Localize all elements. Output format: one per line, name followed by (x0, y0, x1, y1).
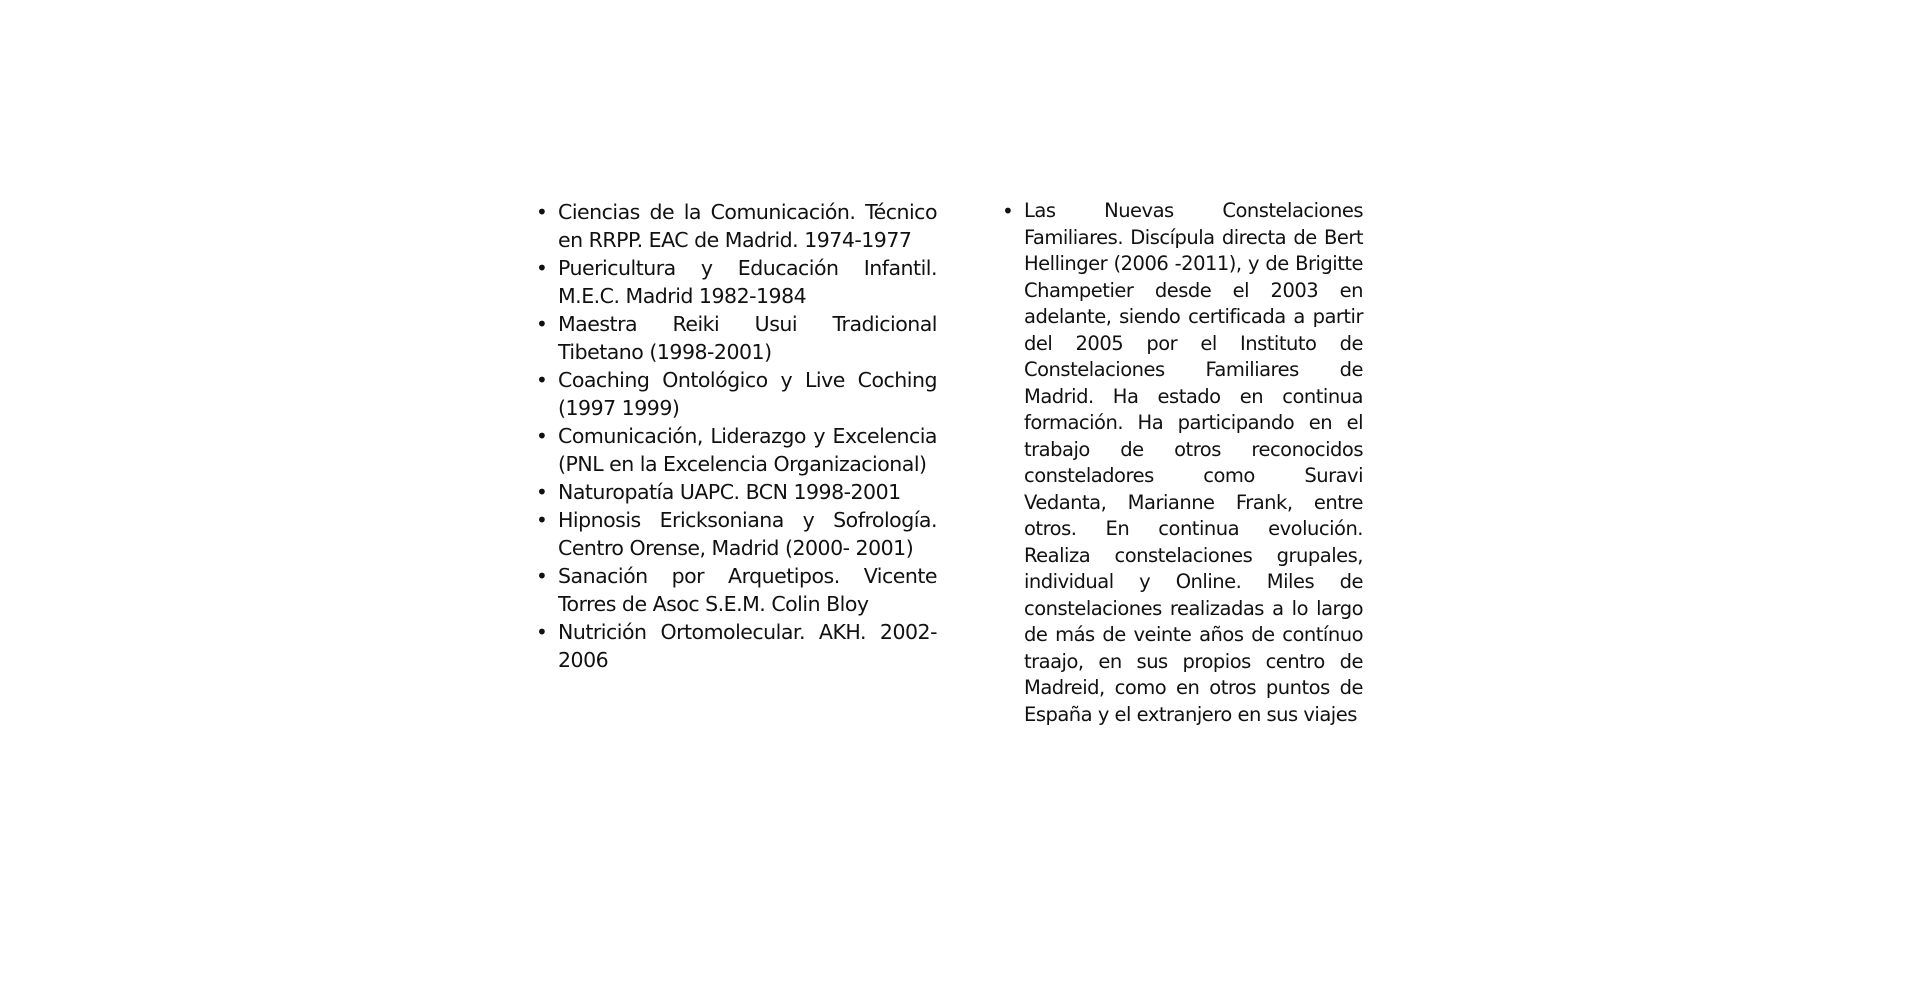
bullet-icon: • (536, 312, 548, 336)
list-item-text: Las Nuevas Constelaciones Familiares. Discípula directa de Bert Hellinger (2006 -2011), y de Brigitte Champetier desde el 2003 en adelante, siendo certificada a partir del 2005 por el Instituto de Constelaciones Familiares de Madrid. Ha estado en continua formación. Ha participando en el trabajo de otros reconocidos consteladores como Suravi Vedanta, Marianne Frank, entre otros. En continua evolución. Realiza constelaciones grupales, individual y Online. Miles de constelaciones realizadas a lo largo de más de veinte años de contínuo traajo, en sus propios centro de Madreid, como en otros puntos de España y el extranjero en sus viajes (1024, 199, 1363, 726)
bullet-icon: • (536, 200, 548, 224)
list-item (534, 618, 937, 674)
list-item-text: Maestra Reiki Usui Tradicional Tibetano (1998-2001) (558, 312, 937, 364)
bullet-icon: • (1002, 199, 1014, 223)
list-item-text: Comunicación, Liderazgo y Excelencia (PNL en la Excelencia Organizacional) (558, 424, 937, 476)
list-item-text: Naturopatía UAPC. BCN 1998-2001 (558, 480, 901, 504)
list-item-text: Ciencias de la Comunicación. Técnico en RRPP. EAC de Madrid. 1974-1977 (558, 200, 937, 252)
training-list-left (534, 198, 937, 674)
bullet-icon: • (536, 480, 548, 504)
list-item (534, 254, 937, 310)
bullet-icon: • (536, 508, 548, 532)
bullet-icon: • (536, 564, 548, 588)
list-item (534, 198, 937, 254)
list-item-text: Sanación por Arquetipos. Vicente Torres de Asoc S.E.M. Colin Bloy (558, 564, 937, 616)
bullet-icon: • (536, 620, 548, 644)
list-item (534, 366, 937, 422)
bullet-icon: • (536, 368, 548, 392)
list-item (534, 422, 937, 478)
list-item (534, 310, 937, 366)
list-item-text: Coaching Ontológico y Live Coching (1997 1999) (558, 368, 937, 420)
list-item (1000, 198, 1363, 728)
list-item-text: Puericultura y Educación Infantil. M.E.C. Madrid 1982-1984 (558, 256, 937, 308)
list-item (534, 506, 937, 562)
bullet-icon: • (536, 256, 548, 280)
list-item (534, 478, 937, 506)
list-item-text: Hipnosis Ericksoniana y Sofrología. Centro Orense, Madrid (2000- 2001) (558, 508, 937, 560)
training-list-right (1000, 198, 1363, 728)
list-item (534, 562, 937, 618)
bullet-icon: • (536, 424, 548, 448)
list-item-text: Nutrición Ortomolecular. AKH. 2002-2006 (558, 620, 937, 672)
